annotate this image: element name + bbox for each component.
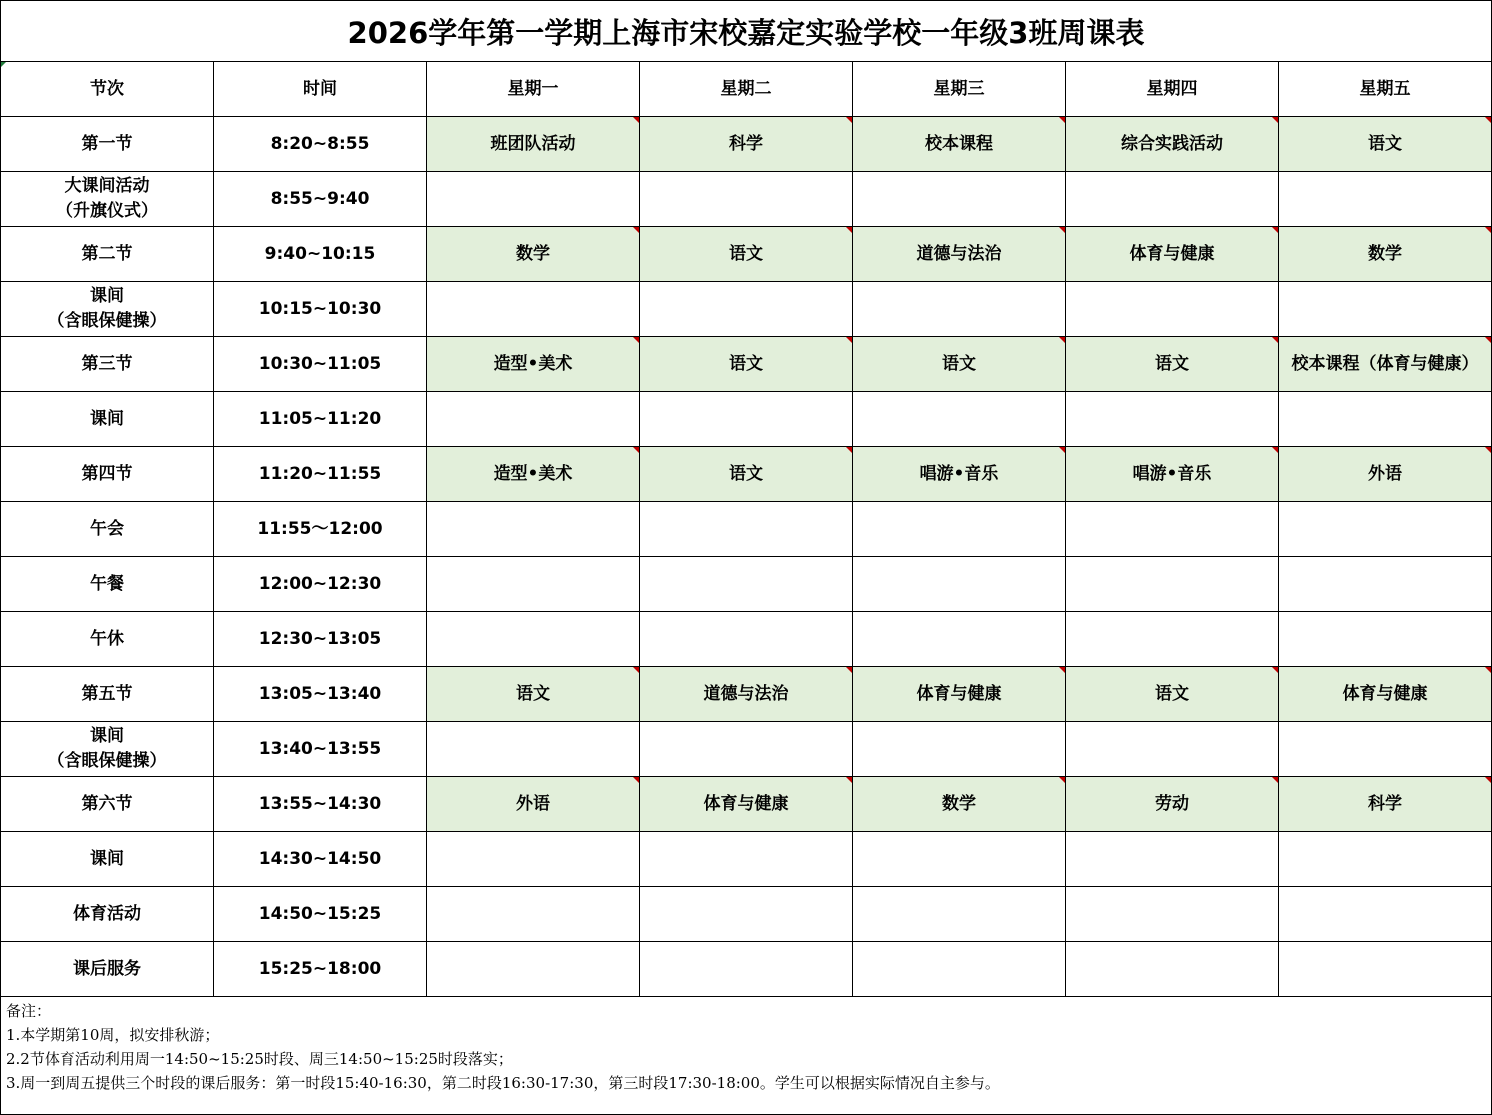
subject-cell-tue: 语文 xyxy=(640,337,853,392)
subject-cell-wed: 道德与法治 xyxy=(853,227,1066,282)
time-cell: 13:05~13:40 xyxy=(214,667,427,722)
period-cell xyxy=(1,502,214,557)
subject-cell-fri: 体育与健康 xyxy=(1279,667,1492,722)
period-label: 第四节 xyxy=(81,463,133,484)
subject-cell-tue xyxy=(640,172,853,227)
subject-cell-thu xyxy=(1066,557,1279,612)
subject-cell-tue xyxy=(640,722,853,777)
subject-cell-wed: 语文 xyxy=(853,337,1066,392)
subject-cell-fri: 校本课程（体育与健康） xyxy=(1279,337,1492,392)
subject-cell-mon: 造型•美术 xyxy=(427,337,640,392)
header-time: 时间 xyxy=(214,62,427,117)
table-row xyxy=(1,887,1492,942)
subject-cell-fri xyxy=(1279,282,1492,337)
table-row xyxy=(1,337,1492,392)
period-label: 课间 xyxy=(90,848,124,869)
subject-cell-wed: 体育与健康 xyxy=(853,667,1066,722)
subject-cell-fri xyxy=(1279,832,1492,887)
subject-cell-tue: 科学 xyxy=(640,117,853,172)
table-row xyxy=(1,502,1492,557)
time-cell: 12:00~12:30 xyxy=(214,557,427,612)
notes-line-1: 1.本学期第10周，拟安排秋游； xyxy=(6,1026,220,1044)
timetable-grid xyxy=(0,61,1492,997)
table-row xyxy=(1,557,1492,612)
time-cell: 10:15~10:30 xyxy=(214,282,427,337)
time-cell: 14:50~15:25 xyxy=(214,887,427,942)
subject-cell-wed xyxy=(853,557,1066,612)
subject-cell-thu xyxy=(1066,612,1279,667)
time-cell: 15:25~18:00 xyxy=(214,942,427,997)
subject-cell-tue xyxy=(640,392,853,447)
subject-cell-fri xyxy=(1279,942,1492,997)
period-cell xyxy=(1,282,214,337)
subject-cell-fri xyxy=(1279,557,1492,612)
subject-cell-tue xyxy=(640,502,853,557)
time-cell: 11:20~11:55 xyxy=(214,447,427,502)
timetable-body xyxy=(1,117,1492,997)
subject-cell-mon: 数学 xyxy=(427,227,640,282)
period-cell xyxy=(1,722,214,777)
header-day-fri: 星期五 xyxy=(1279,62,1492,117)
subject-cell-tue xyxy=(640,282,853,337)
notes-section xyxy=(0,996,1492,1115)
table-row xyxy=(1,832,1492,887)
period-label: 第二节 xyxy=(81,243,133,264)
period-cell xyxy=(1,117,214,172)
subject-cell-thu: 语文 xyxy=(1066,667,1279,722)
subject-cell-tue: 语文 xyxy=(640,227,853,282)
subject-cell-mon: 语文 xyxy=(427,667,640,722)
subject-cell-thu: 语文 xyxy=(1066,337,1279,392)
table-row xyxy=(1,117,1492,172)
subject-cell-thu: 唱游•音乐 xyxy=(1066,447,1279,502)
subject-cell-fri xyxy=(1279,172,1492,227)
period-cell xyxy=(1,667,214,722)
subject-cell-fri: 科学 xyxy=(1279,777,1492,832)
period-cell xyxy=(1,832,214,887)
period-cell xyxy=(1,557,214,612)
period-cell xyxy=(1,612,214,667)
time-cell: 12:30~13:05 xyxy=(214,612,427,667)
table-row xyxy=(1,777,1492,832)
subject-cell-wed xyxy=(853,502,1066,557)
subject-cell-thu xyxy=(1066,392,1279,447)
header-period: 节次 xyxy=(1,62,214,117)
table-row xyxy=(1,612,1492,667)
time-cell: 11:05~11:20 xyxy=(214,392,427,447)
subject-cell-wed xyxy=(853,832,1066,887)
subject-cell-mon xyxy=(427,502,640,557)
subject-cell-tue: 体育与健康 xyxy=(640,777,853,832)
subject-cell-fri: 数学 xyxy=(1279,227,1492,282)
subject-cell-tue xyxy=(640,557,853,612)
header-day-tue: 星期二 xyxy=(640,62,853,117)
subject-cell-fri: 外语 xyxy=(1279,447,1492,502)
period-cell xyxy=(1,447,214,502)
subject-cell-thu xyxy=(1066,832,1279,887)
subject-cell-tue xyxy=(640,887,853,942)
notes-line-2: 2.2节体育活动利用周一14:50~15:25时段、周三14:50~15:25时段落实； xyxy=(6,1050,513,1068)
subject-cell-tue xyxy=(640,942,853,997)
subject-cell-wed xyxy=(853,282,1066,337)
period-label: 第一节 xyxy=(81,133,133,154)
period-cell xyxy=(1,227,214,282)
subject-cell-mon xyxy=(427,172,640,227)
header-day-mon: 星期一 xyxy=(427,62,640,117)
period-label: 课间 xyxy=(90,408,124,429)
period-label: 课后服务 xyxy=(73,958,141,979)
period-label: 午休 xyxy=(90,628,124,649)
period-label: 体育活动 xyxy=(73,903,141,924)
subject-cell-fri xyxy=(1279,612,1492,667)
subject-cell-mon xyxy=(427,557,640,612)
period-label: 课间 xyxy=(90,286,124,306)
subject-cell-thu xyxy=(1066,887,1279,942)
subject-cell-mon xyxy=(427,942,640,997)
subject-cell-mon xyxy=(427,392,640,447)
header-row xyxy=(1,62,1492,117)
period-cell xyxy=(1,172,214,227)
period-sublabel: （含眼保健操） xyxy=(47,311,167,331)
time-cell: 11:55～12:00 xyxy=(214,502,427,557)
table-row xyxy=(1,227,1492,282)
subject-cell-mon xyxy=(427,282,640,337)
period-label: 第三节 xyxy=(81,353,133,374)
time-cell: 8:20~8:55 xyxy=(214,117,427,172)
subject-cell-tue xyxy=(640,612,853,667)
table-row xyxy=(1,942,1492,997)
period-label: 午会 xyxy=(90,518,124,539)
table-row xyxy=(1,172,1492,227)
period-label: 大课间活动 xyxy=(64,176,150,196)
subject-cell-thu xyxy=(1066,942,1279,997)
subject-cell-tue xyxy=(640,832,853,887)
period-label: 第五节 xyxy=(81,683,133,704)
subject-cell-mon xyxy=(427,612,640,667)
period-cell xyxy=(1,942,214,997)
subject-cell-mon: 造型•美术 xyxy=(427,447,640,502)
subject-cell-tue: 道德与法治 xyxy=(640,667,853,722)
table-row xyxy=(1,667,1492,722)
subject-cell-wed: 唱游•音乐 xyxy=(853,447,1066,502)
subject-cell-fri: 语文 xyxy=(1279,117,1492,172)
table-row xyxy=(1,447,1492,502)
subject-cell-mon: 外语 xyxy=(427,777,640,832)
subject-cell-thu xyxy=(1066,172,1279,227)
period-cell xyxy=(1,777,214,832)
header-day-thu: 星期四 xyxy=(1066,62,1279,117)
period-sublabel: （升旗仪式） xyxy=(56,201,158,221)
notes-line-3: 3.周一到周五提供三个时段的课后服务：第一时段15:40-16:30，第二时段16:30-17:30，第三时段17:30-18:00。学生可以根据实际情况自主参与。 xyxy=(6,1074,1000,1092)
subject-cell-fri xyxy=(1279,392,1492,447)
table-row xyxy=(1,722,1492,777)
period-label: 第六节 xyxy=(81,793,133,814)
subject-cell-wed xyxy=(853,612,1066,667)
subject-cell-fri xyxy=(1279,887,1492,942)
table-row xyxy=(1,392,1492,447)
subject-cell-mon xyxy=(427,722,640,777)
subject-cell-wed xyxy=(853,887,1066,942)
period-sublabel: （含眼保健操） xyxy=(47,751,167,771)
subject-cell-wed xyxy=(853,172,1066,227)
time-cell: 10:30~11:05 xyxy=(214,337,427,392)
period-label: 午餐 xyxy=(90,573,124,594)
page-title: 2026学年第一学期上海市宋校嘉定实验学校一年级3班周课表 xyxy=(0,0,1492,62)
subject-cell-mon xyxy=(427,887,640,942)
subject-cell-fri xyxy=(1279,502,1492,557)
subject-cell-wed xyxy=(853,392,1066,447)
subject-cell-wed: 校本课程 xyxy=(853,117,1066,172)
subject-cell-thu: 综合实践活动 xyxy=(1066,117,1279,172)
subject-cell-mon xyxy=(427,832,640,887)
subject-cell-thu xyxy=(1066,722,1279,777)
subject-cell-mon: 班团队活动 xyxy=(427,117,640,172)
subject-cell-thu: 体育与健康 xyxy=(1066,227,1279,282)
subject-cell-fri xyxy=(1279,722,1492,777)
subject-cell-thu xyxy=(1066,502,1279,557)
period-cell xyxy=(1,392,214,447)
subject-cell-thu: 劳动 xyxy=(1066,777,1279,832)
subject-cell-thu xyxy=(1066,282,1279,337)
period-cell xyxy=(1,887,214,942)
time-cell: 13:40~13:55 xyxy=(214,722,427,777)
subject-cell-wed xyxy=(853,942,1066,997)
table-row xyxy=(1,282,1492,337)
subject-cell-wed: 数学 xyxy=(853,777,1066,832)
notes-heading: 备注： xyxy=(6,1002,52,1020)
period-cell xyxy=(1,337,214,392)
time-cell: 8:55~9:40 xyxy=(214,172,427,227)
time-cell: 14:30~14:50 xyxy=(214,832,427,887)
time-cell: 13:55~14:30 xyxy=(214,777,427,832)
period-label: 课间 xyxy=(90,726,124,746)
time-cell: 9:40~10:15 xyxy=(214,227,427,282)
subject-cell-wed xyxy=(853,722,1066,777)
subject-cell-tue: 语文 xyxy=(640,447,853,502)
header-day-wed: 星期三 xyxy=(853,62,1066,117)
